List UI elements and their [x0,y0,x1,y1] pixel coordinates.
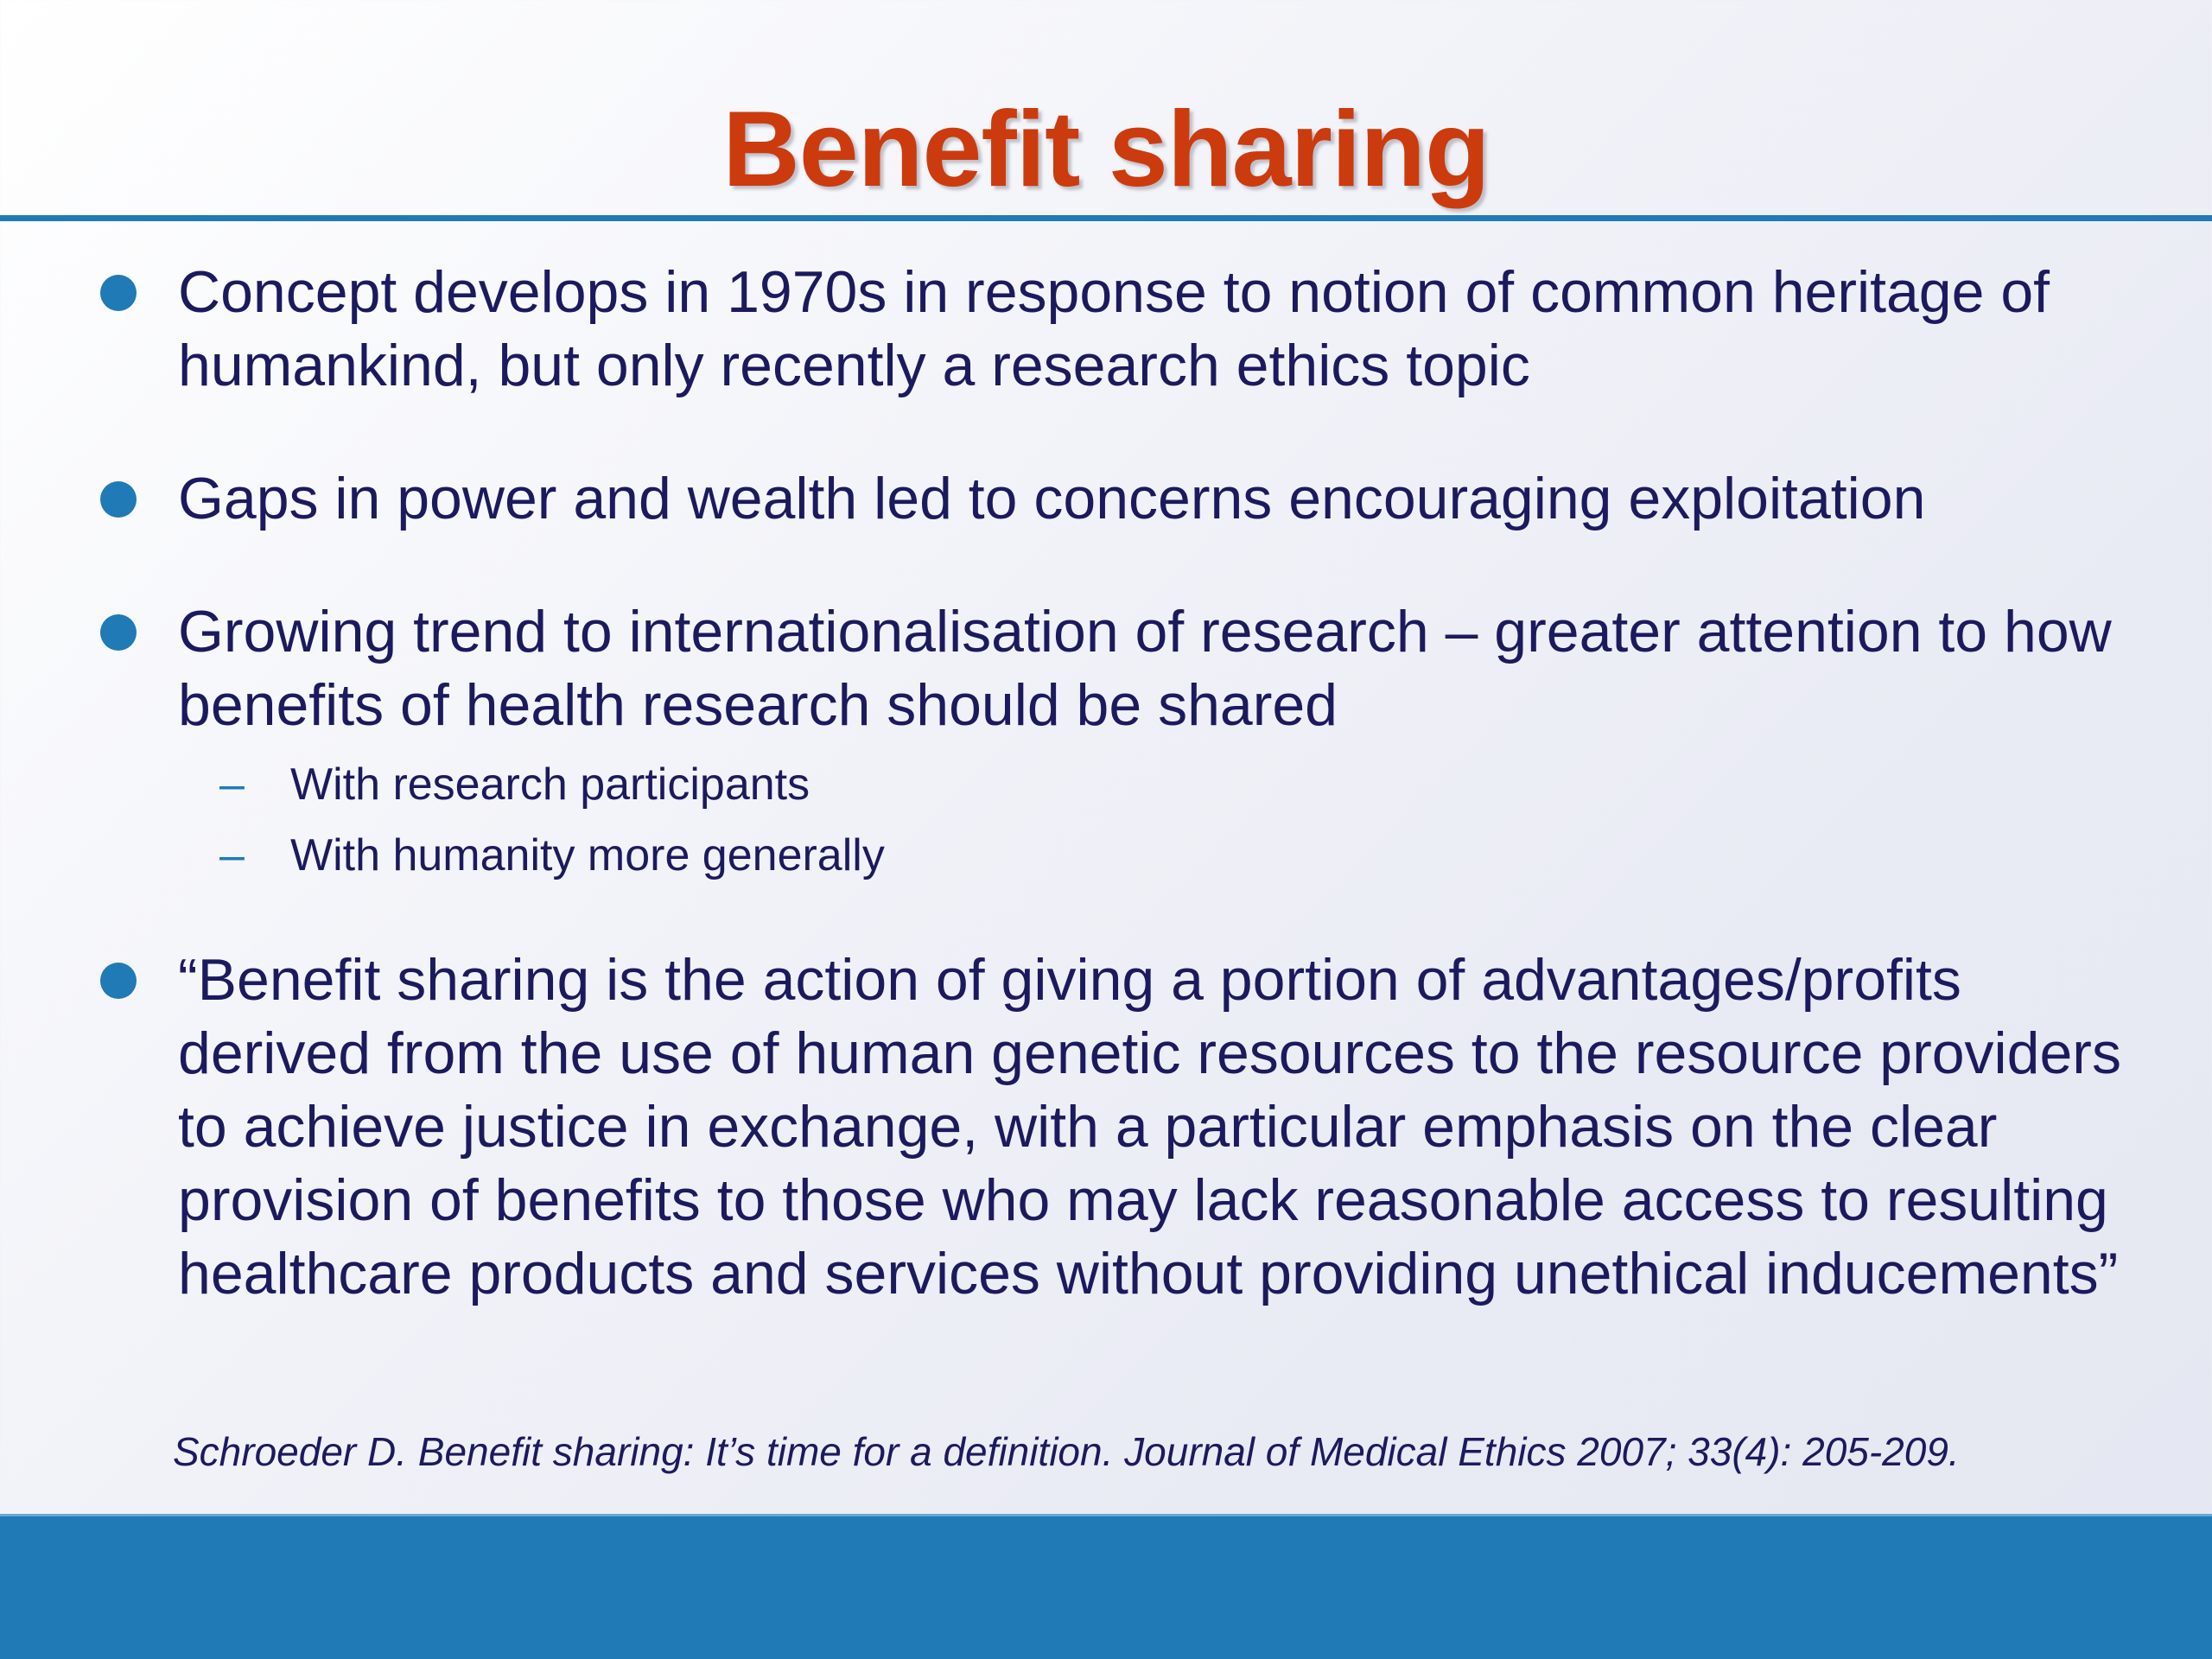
sub-bullet-dash-icon: – [219,830,245,880]
bullet-dot-icon [100,275,137,311]
bullet-item-quote: “Benefit sharing is the action of giving a portion of advantages/profits derived from the use of human genetic resources to the resource providers to achieve justice in exchange, with a particular emphasis on the clear provision of benefits to those who may lack reasonable access to resulting healthcare products and services without providing unethical inducements” [178,947,2121,1306]
sub-bullet-item: With research participants [290,760,810,810]
bullet-dot-icon [100,481,137,518]
sub-bullet-dash-icon: – [219,760,245,810]
bullet-item: Growing trend to internationalisation of research – greater attention to how benefits of health research should be shared [178,599,2112,738]
bullet-item: Gaps in power and wealth led to concerns encouraging exploitation [178,466,1926,531]
bullet-dot-icon [100,963,137,999]
citation: Schroeder D. Benefit sharing: It’s time for a definition. Journal of Medical Ethics 2007; 33(4): 205-209. [173,1429,1960,1474]
title-divider [0,215,2212,221]
bullet-dot-icon [100,614,137,651]
bullet-item: Concept develops in 1970s in response to notion of common heritage of humankind, but only recently a research ethics topic [178,259,2050,398]
slide-title: Benefit sharing [722,90,1490,209]
sub-bullet-item: With humanity more generally [290,830,885,880]
footer-band [0,1514,2212,1659]
